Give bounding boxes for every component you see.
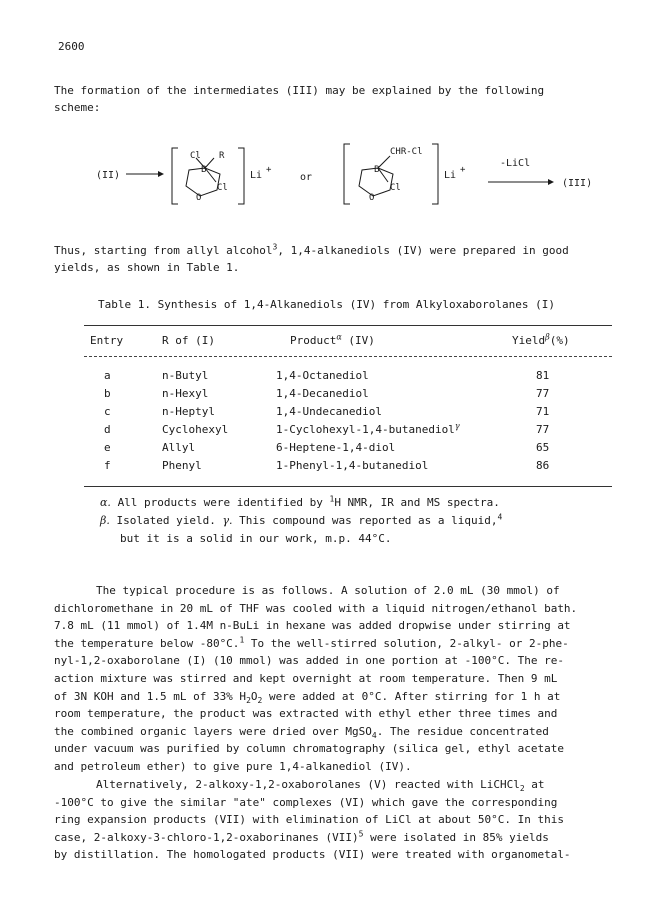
ref-3: 3 [272, 242, 278, 252]
procedure-text-9b: . The residue concentrated [376, 724, 549, 738]
intro-line-2: scheme: [54, 101, 101, 114]
or-label: or [300, 172, 313, 183]
alternative-text-4b: were isolated in 85% yields [363, 830, 549, 844]
complex1-cl-top: Cl [190, 151, 201, 161]
cell-r: Phenyl [162, 459, 202, 472]
procedure-sub-7a: 2 [246, 695, 251, 705]
cell-product [276, 439, 395, 456]
reactant-label: (II) [96, 170, 121, 181]
procedure-line-9 [54, 723, 614, 741]
procedure-sub-9: 4 [371, 730, 377, 740]
cell-product [276, 385, 369, 402]
bracket-2-right [432, 144, 438, 204]
complex1-cl-bottom: Cl [217, 183, 228, 193]
thus-paragraph [54, 242, 614, 276]
alternative-line-2: -100°C to give the similar "ate" complexes (VI) which gave the corresponding [54, 795, 558, 809]
footnote-gamma-sup: 4 [497, 512, 503, 522]
header-yield-text: Yield [512, 334, 546, 347]
thus-text-b: , 1,4-alkanediols (IV) were prepared in good [277, 244, 569, 257]
reaction-scheme [0, 138, 672, 210]
cell-entry: c [104, 405, 111, 418]
procedure-line-7 [54, 688, 614, 706]
cell-product [276, 457, 428, 474]
cell-entry: b [104, 387, 111, 400]
procedure-line-1: The typical procedure is as follows. A solution of 2.0 mL (30 mmol) of [96, 584, 560, 597]
alternative-text-1a: Alternatively, 2-alkoxy-1,2-oxaborolanes (V) reacted with LiCHCl [96, 778, 520, 791]
thus-line-2: yields, as shown in Table 1. [54, 261, 240, 274]
cell-yield: 77 [536, 387, 550, 400]
table-bottom-rule [84, 486, 612, 487]
complex1-r: R [219, 151, 225, 161]
procedure-paragraph [54, 582, 614, 776]
cell-r: Cyclohexyl [162, 423, 229, 436]
complex2-oxygen: O [369, 193, 375, 203]
header-yield [512, 332, 570, 349]
complex2-boron: B [374, 165, 380, 175]
header-product [290, 332, 375, 349]
cell-r: n-Butyl [162, 369, 209, 382]
footnote-alpha-text: All products were identified by [117, 496, 330, 509]
cell-yield: 65 [536, 441, 550, 454]
ref-1: 1 [239, 635, 245, 645]
footnote-alpha-mark: α. [100, 496, 111, 509]
procedure-line-2: dichloromethane in 20 mL of THF was cooled with a liquid nitrogen/ethanol bath. [54, 601, 578, 615]
footnote-beta-gamma [100, 512, 502, 529]
alternative-text-1b: at [524, 778, 545, 791]
cell-entry: f [104, 459, 111, 472]
complex2-chrcl: CHR-Cl [390, 147, 423, 157]
thus-line-1 [54, 242, 614, 259]
cell-entry: d [104, 423, 111, 436]
alternative-line-5: by distillation. The homologated products (VII) were treated with organometal- [54, 848, 571, 862]
header-entry: Entry [90, 334, 124, 347]
product-label: (III) [562, 178, 593, 189]
reagent-label: -LiCl [500, 158, 531, 169]
header-yield-suffix: (%) [549, 334, 570, 347]
procedure-line-5: nyl-1,2-oxaborolane (I) (10 mmol) was added in one portion at -100°C. The re- [54, 654, 564, 668]
complex1-boron: B [201, 165, 207, 175]
cell-yield: 81 [536, 369, 550, 382]
footnote-gamma-text: This compound was reported as a liquid, [239, 514, 498, 527]
cell-product [276, 367, 369, 384]
procedure-line-11: and petroleum ether) to give pure 1,4-alkanediol (IV). [54, 759, 412, 773]
cell-entry: e [104, 441, 111, 454]
procedure-line-10: under vacuum was purified by column chromatography (silica gel, ethyl acetate [54, 742, 564, 756]
cell-r: Allyl [162, 441, 196, 454]
page-number: 2600 [58, 40, 85, 53]
header-product-mark: α [336, 332, 342, 342]
complex1-oxygen: O [196, 193, 202, 203]
footnote-beta-mark: β. [100, 514, 110, 527]
alternative-line-1 [54, 776, 614, 794]
header-product-text: Product [290, 334, 337, 347]
procedure-text-7a: of 3N KOH and 1.5 mL of 33% H [54, 689, 247, 703]
procedure-line-4 [54, 635, 614, 653]
complex2-cl: Cl [390, 183, 401, 193]
table-caption: Table 1. Synthesis of 1,4-Alkanediols (IV) from Alkyloxaborolanes (I) [98, 298, 555, 311]
intro-line-1: The formation of the intermediates (III) may be explained by the following [54, 84, 545, 97]
alternative-text-4a: case, 2-alkoxy-3-chloro-1,2-oxaborinanes (VII) [54, 830, 359, 844]
cell-product-text: 1,4-Octanediol [276, 369, 369, 382]
table-header-rule [84, 356, 612, 357]
header-product-suffix: (IV) [341, 334, 375, 347]
alternative-paragraph [54, 776, 614, 864]
cell-product-text: 6-Heptene-1,4-diol [276, 441, 396, 454]
intro-paragraph [54, 82, 614, 116]
procedure-text-7b: O [250, 689, 258, 703]
cell-r: n-Heptyl [162, 405, 215, 418]
thus-text-a: Thus, starting from allyl alcohol [54, 244, 273, 257]
alternative-line-3: ring expansion products (VII) with elimination of LiCl at about 50°C. In this [54, 813, 564, 827]
bracket-1-right [238, 148, 244, 204]
header-yield-mark: β [545, 332, 550, 342]
cell-yield: 77 [536, 423, 550, 436]
procedure-text-4a: the temperature below -80°C. [54, 636, 240, 650]
cell-product [276, 421, 460, 438]
procedure-line-8: room temperature, the product was extracted with ethyl ether three times and [54, 707, 558, 721]
cell-product-text: 1-Phenyl-1,4-butanediol [276, 459, 429, 472]
complex1-counterion: Li [250, 170, 263, 181]
procedure-line-6: action mixture was stirred and kept overnight at room temperature. Then 9 mL [54, 671, 558, 685]
cell-entry: a [104, 369, 111, 382]
footnote-alpha [100, 494, 500, 511]
cell-yield: 86 [536, 459, 550, 472]
cell-product-mark: γ [454, 421, 460, 431]
procedure-sub-7b: 2 [257, 695, 263, 705]
complex1-charge: + [266, 165, 272, 175]
cell-product-text: 1,4-Decanediol [276, 387, 369, 400]
header-r: R of (I) [162, 334, 215, 347]
bracket-1-left [172, 148, 178, 204]
alternative-sub-1: 2 [519, 784, 525, 794]
footnote-alpha-sup: 1 [329, 494, 335, 504]
procedure-text-4b: To the well-stirred solution, 2-alkyl- or 2-phe- [250, 636, 569, 650]
cell-yield: 71 [536, 405, 550, 418]
complex2-charge: + [460, 165, 466, 175]
complex2-counterion: Li [444, 170, 457, 181]
ref-5: 5 [358, 829, 364, 839]
cell-product [276, 403, 382, 420]
cell-product-text: 1,4-Undecanediol [276, 405, 382, 418]
cell-product-text: 1-Cyclohexyl-1,4-butanediol [276, 423, 455, 436]
procedure-text-7c: were added at 0°C. After stirring for 1 h at [262, 689, 561, 703]
footnote-gamma-mark: γ. [222, 514, 233, 527]
footnote-gamma-line-2: but it is a solid in our work, m.p. 44°C. [120, 532, 392, 545]
procedure-text-9a: the combined organic layers were dried over MgSO [54, 724, 372, 738]
footnote-alpha-text-2: H NMR, IR and MS spectra. [334, 496, 500, 509]
alternative-line-4 [54, 829, 614, 847]
procedure-line-3: 7.8 mL (11 mmol) of 1.4M n-BuLi in hexane was added dropwise under stirring at [54, 619, 571, 633]
table-top-rule [84, 325, 612, 326]
footnote-beta-text: Isolated yield. [116, 514, 216, 527]
bracket-2-left [344, 144, 350, 204]
cell-r: n-Hexyl [162, 387, 209, 400]
